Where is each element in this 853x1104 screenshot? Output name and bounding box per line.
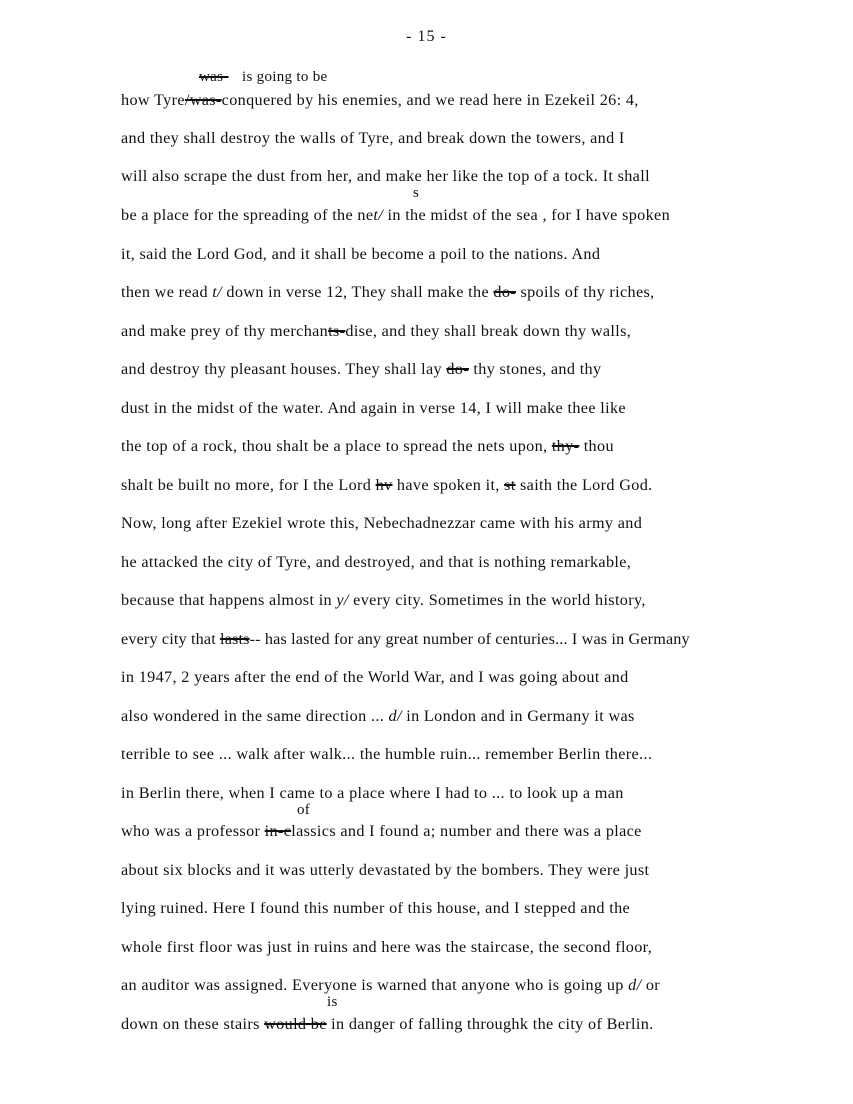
page-number: - 15 - [406, 28, 447, 45]
text-line-21: about six blocks and it was utterly devastated by the bombers. They were just [121, 861, 650, 879]
insert-s: s [413, 185, 420, 201]
text-line-6: then we read t/ down in verse 12, They shall make the do- spoils of thy riches, [121, 283, 655, 301]
text-line-13: he attacked the city of Tyre, and destroyed, and that is nothing remarkable, [121, 553, 632, 571]
text-line-16: in 1947, 2 years after the end of the World War, and I was going about and [121, 668, 629, 686]
insert-is: is [327, 994, 338, 1010]
insert-is-going-to-be: is going to be [242, 69, 328, 85]
text-line-3: will also scrape the dust from her, and make her like the top of a tock. It shall [121, 167, 650, 185]
text-line-20: who was a professor in-classics and I found a; number and there was a place [121, 822, 642, 840]
text-line-19: in Berlin there, when I came to a place where I had to ... to look up a man [121, 784, 624, 802]
text-line-22: lying ruined. Here I found this number of this house, and I stepped and the [121, 899, 631, 917]
text-line-2: and they shall destroy the walls of Tyre, and break down the towers, and I [121, 129, 625, 147]
text-line-17: also wondered in the same direction ... d/ in London and in Germany it was [121, 707, 635, 725]
text-line-24: an auditor was assigned. Everyone is warned that anyone who is going up d/ or [121, 976, 661, 994]
text-line-7: and make prey of thy merchants-dise, and they shall break down thy walls, [121, 322, 632, 340]
text-line-18: terrible to see ... walk after walk... the humble ruin... remember Berlin there... [121, 745, 653, 763]
text-line-8: and destroy thy pleasant houses. They shall lay do- thy stones, and thy [121, 360, 602, 378]
text-line-1: how Tyre/was-conquered by his enemies, and we read here in Ezekeil 26: 4, [121, 91, 639, 109]
text-line-9: dust in the midst of the water. And again in verse 14, I will make thee like [121, 399, 626, 417]
text-line-5: it, said the Lord God, and it shall be become a poil to the nations. And [121, 245, 601, 263]
text-line-15: every city that lasts-- has lasted for any great number of centuries... I was in Germany [121, 630, 690, 648]
text-line-10: the top of a rock, thou shalt be a place to spread the nets upon, thy- thou [121, 437, 614, 455]
text-line-14: because that happens almost in y/ every city. Sometimes in the world history, [121, 591, 646, 609]
text-line-11: shalt be built no more, for I the Lord hv have spoken it, st saith the Lord God. [121, 476, 653, 494]
text-line-4: be a place for the spreading of the net/ in the midst of the sea , for I have spoken [121, 206, 671, 224]
text-line-23: whole first floor was just in ruins and here was the staircase, the second floor, [121, 938, 653, 956]
text-line-25: down on these stairs would be in danger of falling throughk the city of Berlin. [121, 1015, 654, 1033]
text-line-12: Now, long after Ezekiel wrote this, Nebechadnezzar came with his army and [121, 514, 643, 532]
insert-of: of [297, 802, 311, 818]
insert-was-struck: was- [199, 69, 229, 85]
